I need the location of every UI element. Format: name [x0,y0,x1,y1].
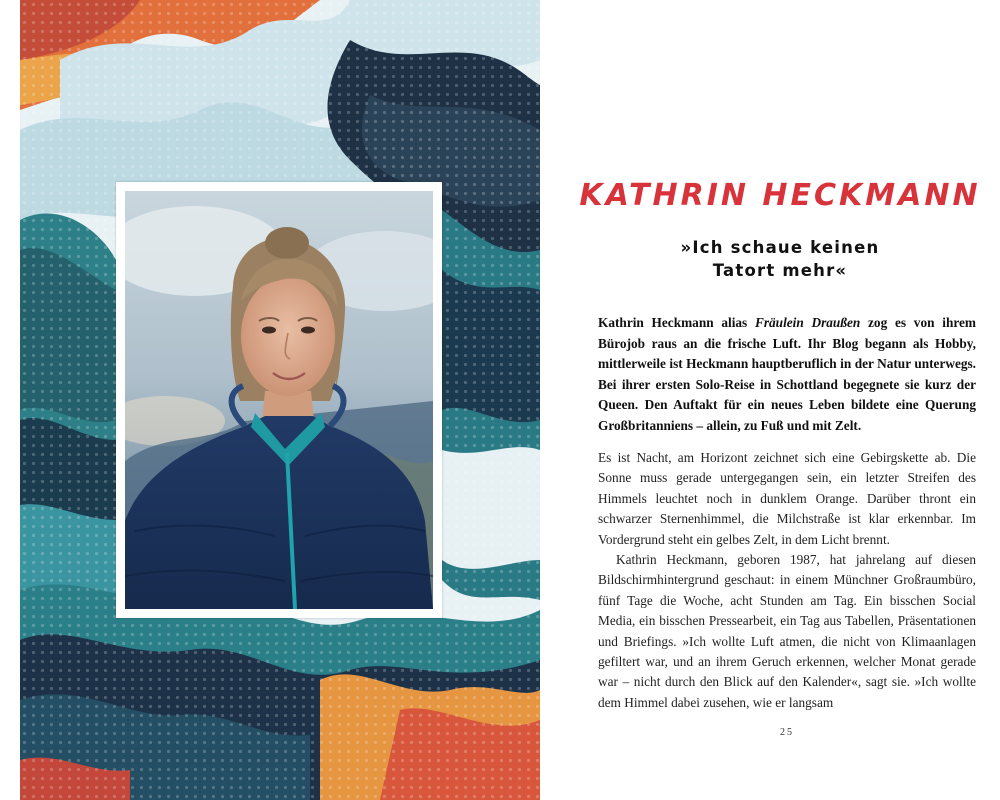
intro-alias: Fräulein Draußen [754,315,861,330]
body-paragraph-1: Es ist Nacht, am Horizont zeichnet sich eine Gebirgskette ab. Die Sonne muss gerade untergegangen sein, ein letzter Streifen des Himmels leuchtet noch in dunklem Orange. Darüber thront ein schwarzer Sternenhimmel, die Milchstraße ist klar erkennbar. Im Vordergrund steht ein gelbes Zelt, in dem Licht brennt. [598,450,976,547]
body-text [598,448,976,713]
left-page-illustration [20,0,540,800]
body-paragraph-2: Kathrin Heckmann, geboren 1987, hat jahrelang auf diesen Bildschirmhintergrund geschaut: in einem Münchner Großraumbüro, fünf Tage die Woche, acht Stunden am Tag. Ein bisschen Social Media, ein bisschen Pressearbeit, ein Tag aus Tabellen, Präsentationen und Briefings. »Ich wollte Luft atmen, die nicht von Klimaanlagen gefiltert war, und an ihrem Geruch erkennen, welcher Monat gerade war – nicht durch den Blick auf den Kalender«, sagt sie. »Ich wollte dem Himmel dabei zusehen, wie er langsam [598,552,976,710]
intro-text: zog es von ihrem Bürojob raus an die frische Luft. Ihr Blog begann als Hobby, mittlerweile ist Heckmann hauptberuflich in der Natur unterwegs. Bei ihrer ersten Solo-Reise in Schottland begegnete sie kurz der Queen. Den Auftakt für ein neues Leben bildete eine Querung Großbritanniens – allein, zu Fuß und mit Zelt. [598,315,976,433]
headline-line-1: »Ich schaue keinen [680,238,880,257]
page-number: 25 [780,727,794,738]
headline-line-2: Tatort mehr« [712,261,848,280]
portrait-photo [125,191,433,609]
intro-paragraph [598,313,976,437]
photo-frame [116,182,442,618]
chapter-headline [600,236,960,282]
right-page-text [560,0,1000,800]
author-name: KATHRIN HECKMANN [579,178,981,213]
intro-name: Kathrin Heckmann alias [598,315,755,330]
